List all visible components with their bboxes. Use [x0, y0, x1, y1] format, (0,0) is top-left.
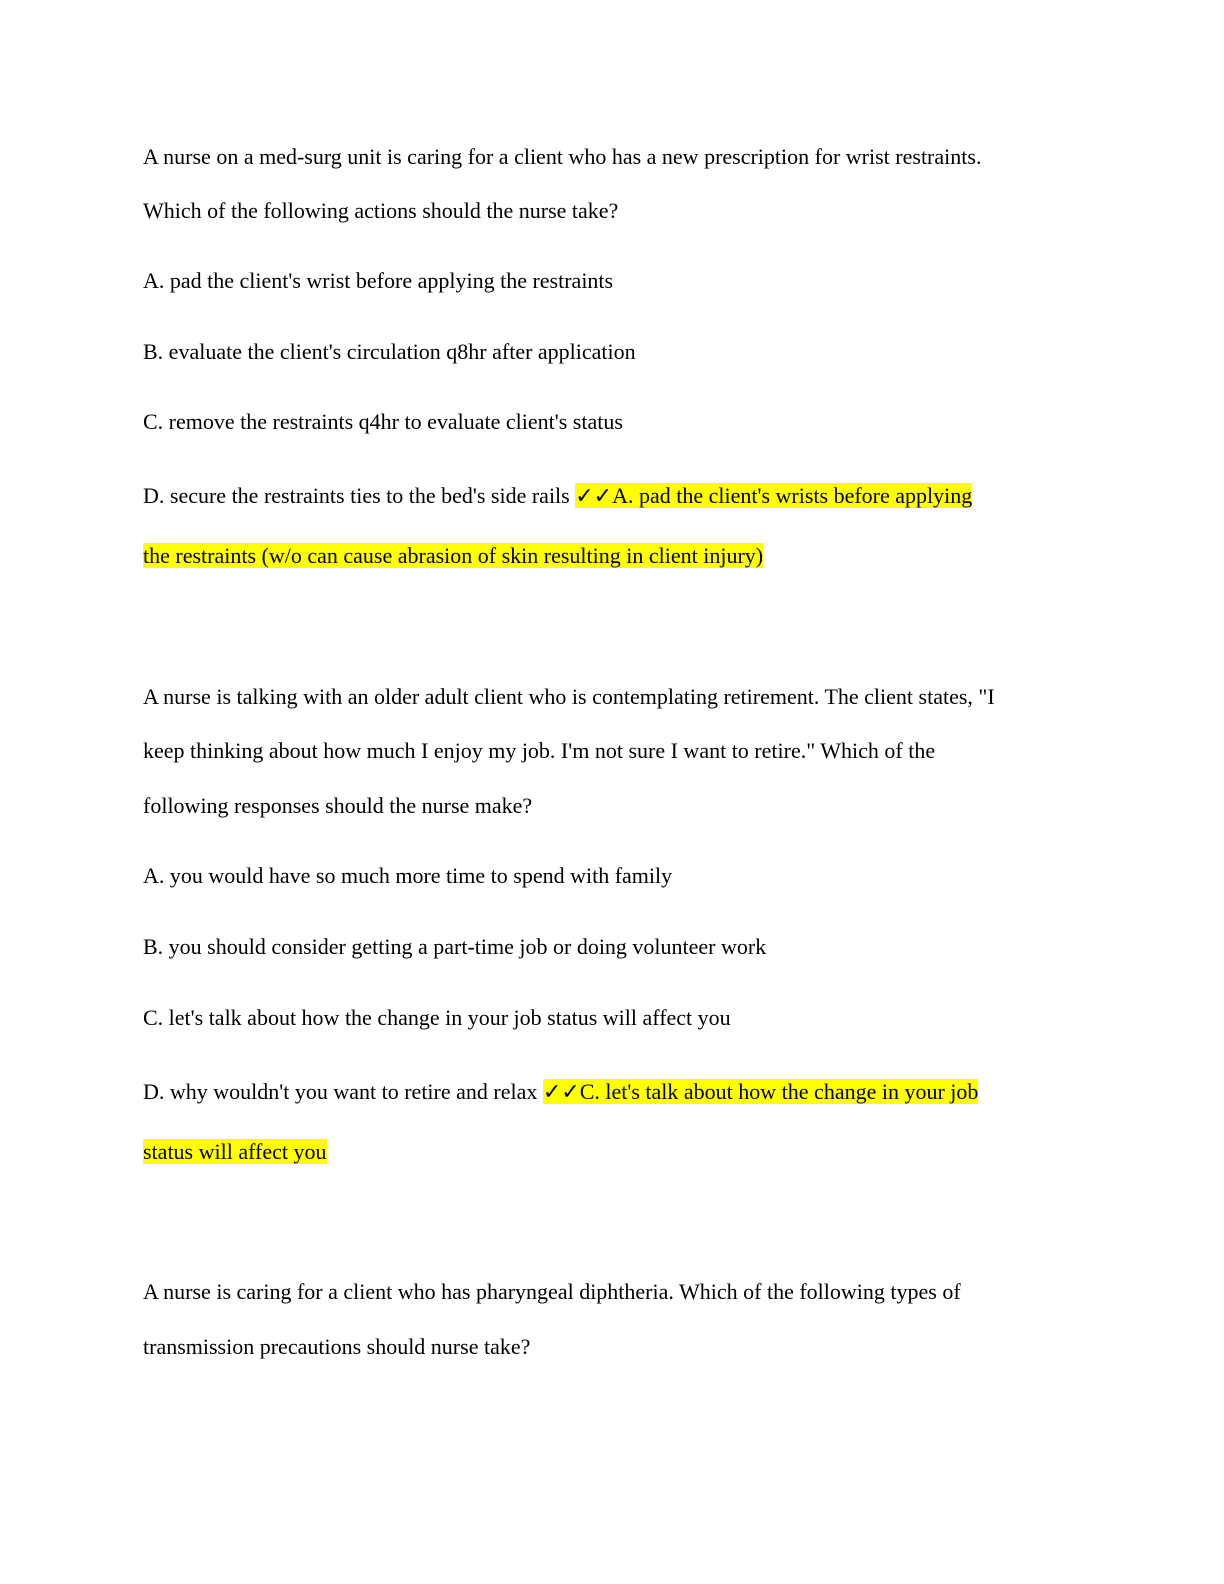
- option-a: A. you would have so much more time to spend with family: [143, 863, 673, 888]
- answer-continuation-line: [143, 1138, 327, 1166]
- option-b: B. you should consider getting a part-time job or doing volunteer work: [143, 934, 767, 959]
- option-d: D. why wouldn't you want to retire and relax: [143, 1079, 538, 1104]
- question-stem-line: A nurse is caring for a client who has pharyngeal diphtheria. Which of the following types of: [143, 1279, 961, 1304]
- option-a: A. pad the client's wrist before applying the restraints: [143, 268, 614, 293]
- answer-continuation-line: [143, 542, 763, 570]
- option-c: C. remove the restraints q4hr to evaluate client's status: [143, 409, 623, 434]
- answer-highlight: ✓✓A. pad the client's wrists before applying: [575, 483, 973, 508]
- answer-highlight: the restraints (w/o can cause abrasion of skin resulting in client injury): [143, 543, 764, 568]
- question-stem-line: A nurse on a med-surg unit is caring for a client who has a new prescription for wrist restraints.: [143, 144, 982, 169]
- question-stem-line: A nurse is talking with an older adult client who is contemplating retirement. The client states, "I: [143, 684, 995, 709]
- question-stem-line: transmission precautions should nurse take?: [143, 1334, 531, 1359]
- option-d-line: [143, 1078, 978, 1106]
- answer-highlight: ✓✓C. let's talk about how the change in your job: [542, 1079, 979, 1104]
- question-stem-line: keep thinking about how much I enjoy my job. I'm not sure I want to retire." Which of the: [143, 738, 936, 763]
- option-d-line: [143, 482, 972, 510]
- answer-highlight: status will affect you: [143, 1139, 327, 1164]
- option-b: B. evaluate the client's circulation q8hr after application: [143, 339, 636, 364]
- question-stem-line: Which of the following actions should the nurse take?: [143, 198, 619, 223]
- question-stem-line: following responses should the nurse make?: [143, 793, 533, 818]
- option-d: D. secure the restraints ties to the bed's side rails: [143, 483, 570, 508]
- option-c: C. let's talk about how the change in your job status will affect you: [143, 1005, 731, 1030]
